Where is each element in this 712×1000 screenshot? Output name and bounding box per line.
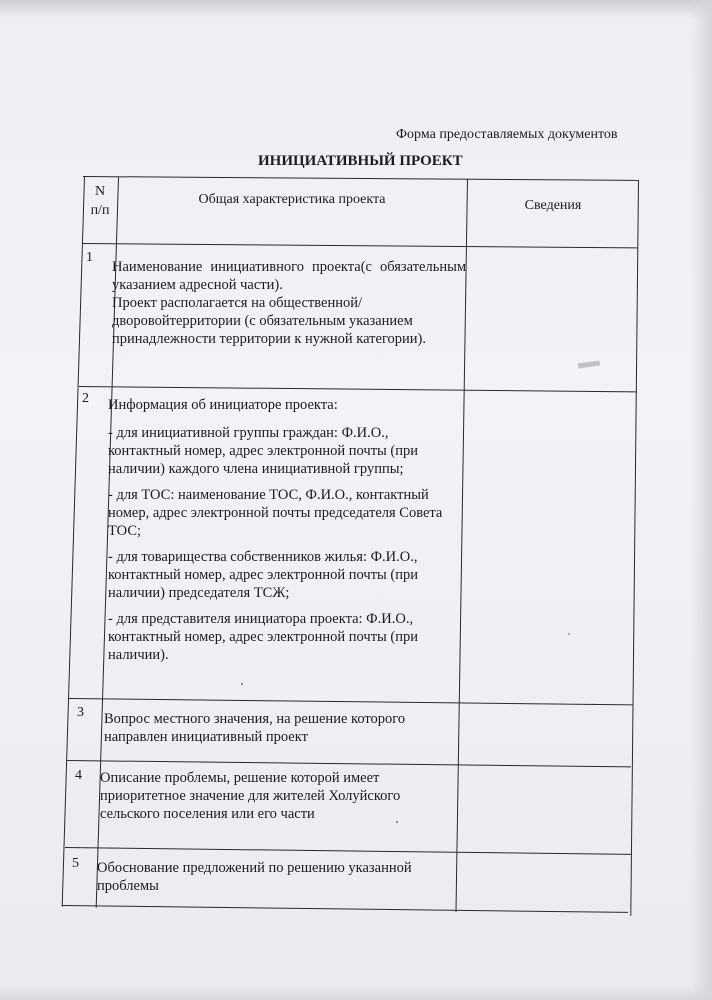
header-bottom-border [82, 243, 638, 249]
scan-speck [241, 683, 243, 685]
row-number: 1 [86, 250, 93, 265]
header-number-sublabel: п/п [90, 203, 110, 218]
table-left-border [62, 176, 86, 907]
row-1-text-2: Проект располагается на общественной/дворовойтерритории (с обязательным указанием принадлежности территории к нужной категории). [112, 295, 427, 347]
header-info: Сведения [524, 198, 582, 213]
row-2-text-1: Информация об инициаторе проекта: [108, 397, 338, 413]
row-2-text-2: - для инициативной группы граждан: Ф.И.О., контактный номер, адрес электронной почты (при наличии) каждого члена инициативной группы; [108, 425, 418, 477]
scan-speck [568, 633, 570, 635]
row-number: 2 [82, 391, 89, 406]
table-right-border [630, 180, 639, 916]
row-5-description: Обоснование предложений по решению указанной проблемы [97, 860, 412, 894]
row-number: 4 [75, 768, 82, 783]
row-2-bottom-border [69, 698, 633, 706]
header-number-label: N [94, 184, 106, 199]
header-number-cell [82, 182, 118, 220]
form-label: Форма предоставляемых документов [396, 127, 618, 142]
row-3-description: Вопрос местного значения, на решение которого направлен инициативный проект [104, 711, 406, 745]
document-title: ИНИЦИАТИВНЫЙ ПРОЕКТ [258, 153, 463, 169]
row-4-bottom-border [65, 847, 631, 855]
row-4-description: Описание проблемы, решение которой имеет приоритетное значение для жителей Холуйского сельского поселения или его части [100, 770, 401, 822]
row-2-text-5: - для представителя инициатора проекта: Ф.И.О., контактный номер, адрес электронной почты (при наличии). [108, 611, 418, 663]
row-2-text-3: - для ТОС: наименование ТОС, Ф.И.О., контактный номер, адрес электронной почты председателя Совета ТОС; [108, 487, 443, 539]
header-description: Общая характеристика проекта [198, 192, 386, 207]
row-1-text-1: Наименование инициативного проекта(с обязательным указанием адресной части). [112, 259, 466, 293]
table-top-border [83, 176, 639, 181]
table-bottom-border [62, 905, 628, 913]
row-2-description [108, 396, 458, 672]
scan-speck [396, 821, 398, 823]
row-1-bottom-border [79, 386, 637, 393]
row-1-description [112, 258, 466, 348]
row-2-text-4: - для товарищества собственников жилья: Ф.И.О., контактный номер, адрес электронной почты (при наличии) председателя ТСЖ; [108, 549, 418, 601]
row-number: 3 [77, 705, 84, 720]
row-number: 5 [72, 856, 79, 871]
row-3-bottom-border [67, 760, 631, 768]
